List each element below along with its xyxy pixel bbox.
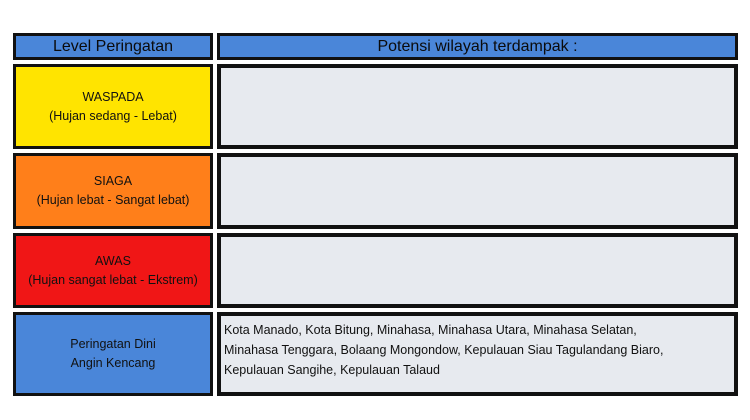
level-siaga-description: (Hujan lebat - Sangat lebat): [36, 193, 190, 207]
area-column-header: [217, 33, 738, 60]
level-peringatan-dini: [13, 312, 213, 396]
level-peringatan-dini-name: Peringatan Dini: [70, 337, 156, 351]
level-peringatan-dini-description: Angin Kencang: [70, 356, 156, 370]
area-siaga: [217, 153, 738, 229]
level-waspada-name: WASPADA: [82, 89, 144, 104]
level-awas-name: AWAS: [95, 253, 131, 268]
level-column-header-label: Level Peringatan: [52, 37, 174, 55]
affected-area-line: Kepulauan Sangihe, Kepulauan Talaud: [224, 363, 440, 377]
area-peringatan-dini: [217, 312, 738, 396]
level-waspada-description: (Hujan sedang - Lebat): [49, 108, 177, 123]
level-column-header: [13, 33, 213, 60]
area-awas: [217, 233, 738, 308]
level-awas: [13, 233, 213, 308]
area-waspada: [217, 64, 738, 149]
affected-area-line: Kota Manado, Kota Bitung, Minahasa, Minahasa Utara, Minahasa Selatan,: [224, 323, 637, 337]
affected-area-line: Minahasa Tenggara, Bolaang Mongondow, Kepulauan Siau Tagulandang Biaro,: [224, 343, 664, 357]
area-column-header-label: Potensi wilayah terdampak :: [377, 37, 578, 55]
level-waspada: [13, 64, 213, 149]
level-awas-description: (Hujan sangat lebat - Ekstrem): [28, 272, 198, 287]
affected-area-list: [221, 316, 734, 380]
level-siaga-name: SIAGA: [93, 174, 133, 188]
level-siaga: [13, 153, 213, 229]
